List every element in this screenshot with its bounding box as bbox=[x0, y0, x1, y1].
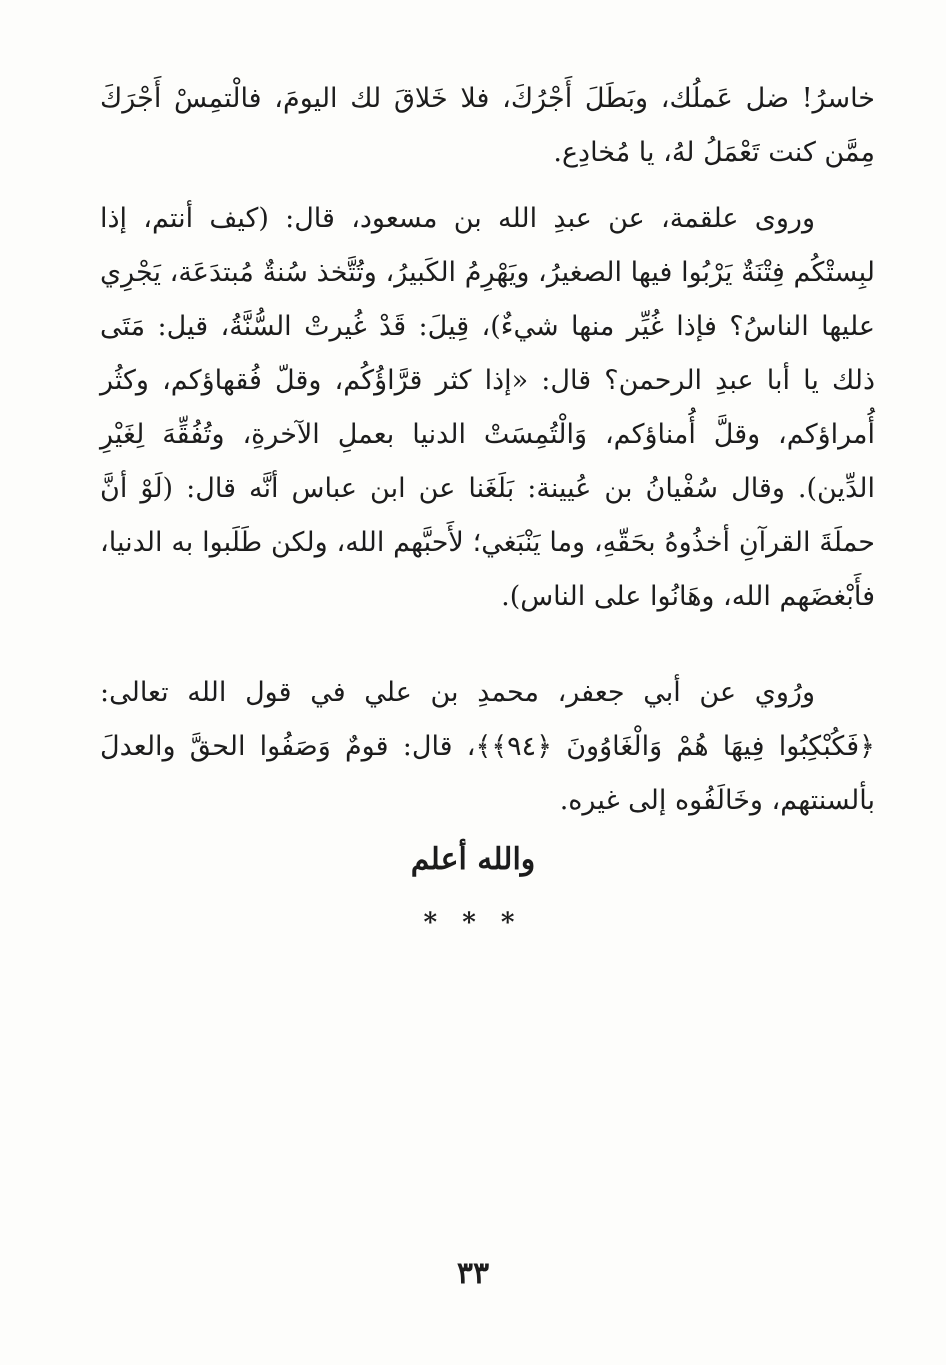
section-separator: * * * bbox=[423, 908, 523, 938]
paragraph-1 bbox=[100, 72, 875, 180]
page-number: ٣٣ bbox=[456, 1256, 490, 1291]
paragraph-3 bbox=[100, 666, 875, 828]
paragraph-3-text: ورُوي عن أبي جعفر، محمدِ بن علي في قول الله تعالى: ﴿فَكُبْكِبُوا فِيهَا هُمْ وَالْغَاوُونَ ﴿٩٤﴾﴾، قال: قومٌ وَصَفُوا الحقَّ والعدلَ بألسنتهم، وخَالَفُوه إلى غيره. bbox=[100, 677, 876, 816]
paragraph-2-text: وروى علقمة، عن عبدِ الله بن مسعود، قال: (كيف أنتم، إذا لبِستْكُم فِتْنَةٌ يَرْبُوا فيها الصغيرُ، ويَهْرِمُ الكَبيرُ، وتُتَّخذ سُنةٌ مُبتدَعَة، يَجْرِي عليها الناسُ؟ فإذا غُيِّر منها شيءٌ)، قِيلَ: قَدْ غُيرتْ السُّنَّةُ، قيل: مَتَى ذلك يا أبا عبدِ الرحمن؟ قال: «إذا كثر قرَّاؤُكُم، وقلّ فُقهاؤكم، وكثُر أُمراؤكم، وقلَّ أُمناؤكم، وَالْتُمِسَتْ الدنيا بعملِ الآخرةِ، وتُفُقِّهَ لِغَيْرِ الدِّين). وقال سُفْيانُ بن عُيينة: بَلَغَنا عن ابن عباس أنَّه قال: (لَوْ أنَّ حملَةَ القرآنِ أخذُوهُ بحَقّهِ، وما يَنْبَغي؛ لأَحبَّهم الله، ولكن طَلَبوا به الدنيا، فأَبْغضَهم الله، وهَانُوا على الناس). bbox=[100, 203, 875, 612]
paragraph-2 bbox=[100, 192, 875, 624]
paragraph-1-text: خاسرُ! ضل عَملُك، وبَطَلَ أَجْرُكَ، فلا خَلاقَ لك اليومَ، فالْتمِسْ أَجْرَكَ مِمَّن كنت تَعْمَلُ لهُ، يا مُخادِع. bbox=[100, 83, 875, 168]
closing-phrase: والله أعلم bbox=[410, 842, 536, 877]
